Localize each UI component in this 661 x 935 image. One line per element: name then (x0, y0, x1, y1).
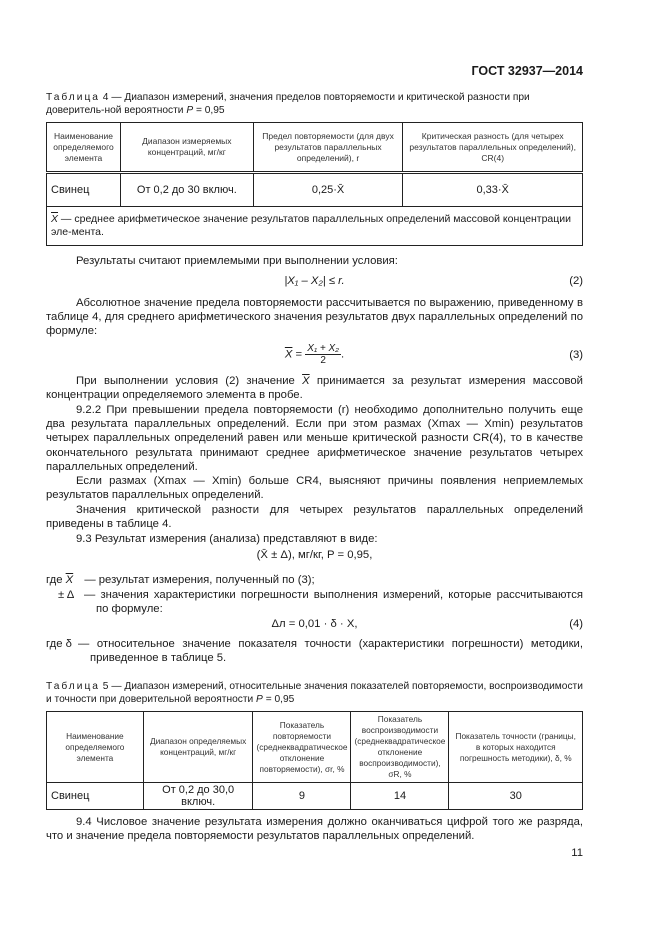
where-symbol: $\overline{X}$ (65, 574, 74, 586)
table4-caption-p: P (186, 105, 194, 116)
page-number: 11 (571, 847, 583, 859)
table4-cell-range: От 0,2 до 30 включ. (120, 173, 253, 207)
x-bar-symbol: $\overline{X}$ (302, 375, 310, 387)
table5-header-element: Наименование определяемого элемента (47, 712, 144, 783)
where-delta-relative (46, 637, 583, 665)
paragraph (46, 374, 583, 402)
equation-4-body: Δл = 0,01 · δ · X, (271, 618, 358, 630)
equation-3-lhs: $\overline{X}$ (284, 348, 293, 361)
table5-header-repeatability: Показатель повторяемости (среднеквадратическое отклонение повторяемости), σr, % (253, 712, 351, 783)
table5-header-accuracy: Показатель точности (границы, в которых находится погрешность методики), δ, % (449, 712, 583, 783)
table5-caption-p: P (256, 694, 263, 705)
table4-note-symbol: $\overline{X}$ (51, 213, 59, 225)
table4-cell-element: Свинец (47, 173, 121, 207)
where-symbol: ± Δ (58, 589, 75, 601)
table4-caption-text: — Диапазон измерений, значения пределов повторяемости и критической разности при доверитель-ной вероятности (46, 92, 530, 116)
table5-cell-delta: 30 (449, 783, 583, 810)
table5-caption-value: = 0,95 (265, 694, 295, 705)
where-text: — относительное значение показателя точности (характеристики погрешности) методики, приведенное в таблице 5. (78, 638, 583, 665)
table5-header-range: Диапазон определяемых концентраций, мг/кг (143, 712, 253, 783)
where-delta (46, 588, 583, 616)
paragraph-9-3: 9.3 Результат измерения (анализа) представляют в виде: (76, 533, 378, 545)
where-lead: где (46, 574, 63, 586)
paragraph: Значения критической разности для четырех результатов параллельных определений приведены в таблице 4. (46, 504, 583, 531)
table4-note-row (47, 207, 583, 246)
table-row (47, 783, 583, 810)
equation-2 (46, 275, 583, 295)
table5-caption-number: 5 (102, 681, 109, 692)
table5-cell-element: Свинец (47, 783, 144, 810)
where-text: — значения характеристики погрешности выполнения измерений, которые рассчитываются по формуле: (84, 589, 583, 616)
table4-caption-number: 4 (102, 92, 109, 103)
table5-cell-sigma-R: 14 (351, 783, 449, 810)
table4-caption-value: = 0,95 (195, 105, 225, 116)
document-id: ГОСТ 32937—2014 (471, 64, 583, 78)
table5-header-row (47, 712, 583, 783)
paragraph-9-4: 9.4 Числовое значение результата измерения должно оканчиваться цифрой того же разряда, что и значение предела повторяемости результатов параллельных определений. (46, 816, 583, 843)
equation-result (46, 549, 583, 569)
paragraph: Если размах (Xmax — Xmin) больше CR4, выясняют причины появления неприемлемых результатов параллельных определений. (46, 475, 583, 502)
table4-header-critical: Критическая разность (для четырех результатов параллельных определений), CR(4) (403, 123, 583, 173)
where-text: — результат измерения, полученный по (3); (84, 574, 315, 586)
equation-3-fraction (305, 343, 341, 366)
table4-cell-critical: 0,33·X̄ (403, 173, 583, 207)
table5-header-reproducibility: Показатель воспроизводимости (среднеквадратическое отклонение воспроизводимости), σR, % (351, 712, 449, 783)
paragraph-9-2-2: 9.2.2 При превышении предела повторяемости (r) необходимо дополнительно получить еще два результата параллельных определений. Если при этом размах (Xmax — Xmin) результатов четырех параллельных определений равен или меньше критической разности CR(4), то в качестве окончательного результата принимают среднее арифметическое значение результатов четырех параллельных определений. (46, 404, 583, 473)
table4-caption (46, 91, 583, 117)
equation-3-numerator: X₁ + X₂ (307, 343, 339, 354)
table5-cell-sigma-r: 9 (253, 783, 351, 810)
table-row (47, 173, 583, 207)
table4-note (47, 207, 583, 246)
equation-4 (46, 618, 583, 638)
table4-header-repeatability: Предел повторяемости (для двух результатов параллельных определений), r (253, 123, 403, 173)
table5-caption-label: Таблица (46, 681, 100, 692)
table4-cell-repeatability: 0,25·X̄ (253, 173, 403, 207)
paragraph: Абсолютное значение предела повторяемости рассчитывается по выражению, приведенному в таблице 4, для среднего арифметического значения результатов двух параллельных определений по формуле: (46, 297, 583, 338)
where-x (46, 573, 583, 587)
table4-header-range: Диапазон измеряемых концентраций, мг/кг (120, 123, 253, 173)
equation-3-number: (3) (569, 349, 583, 361)
paragraph: Результаты считают приемлемыми при выполнении условия: (76, 255, 398, 267)
equation-4-number: (4) (569, 618, 583, 630)
equation-2-body: |X₁ – X₂| ≤ r. (284, 275, 345, 287)
table-4 (46, 122, 583, 246)
paragraph-text: При выполнении условия (2) значение (76, 375, 303, 387)
table4-header-row (47, 123, 583, 173)
equation-3-denominator: 2 (320, 355, 326, 366)
equation-2-number: (2) (569, 275, 583, 287)
table5-cell-range: От 0,2 до 30,0 включ. (143, 783, 253, 810)
table5-caption (46, 680, 583, 706)
table4-note-text: — среднее арифметическое значение результатов параллельных определений массовой концентрации эле-мента. (51, 213, 572, 238)
table4-header-element: Наименование определяемого элемента (47, 123, 121, 173)
equation-3-body: $\overline{X}$ = $\frac{\text{X₁ + X₂}}{2}$ . (284, 343, 345, 366)
table5-caption-text: — Диапазон измерений, относительные значения показателей повторяемости, воспроизводимости и точности при доверительной вероятности (46, 681, 583, 705)
equation-3 (46, 343, 583, 371)
equation-result-body: (X̄ ± Δ), мг/кг, P = 0,95, (256, 549, 373, 561)
paragraph-text: принимается за результат измерения массовой концентрации определяемого элемента в пробе. (46, 375, 583, 402)
table4-caption-label: Таблица (46, 92, 100, 103)
where-lead: где δ (46, 638, 72, 650)
table-5 (46, 711, 583, 810)
